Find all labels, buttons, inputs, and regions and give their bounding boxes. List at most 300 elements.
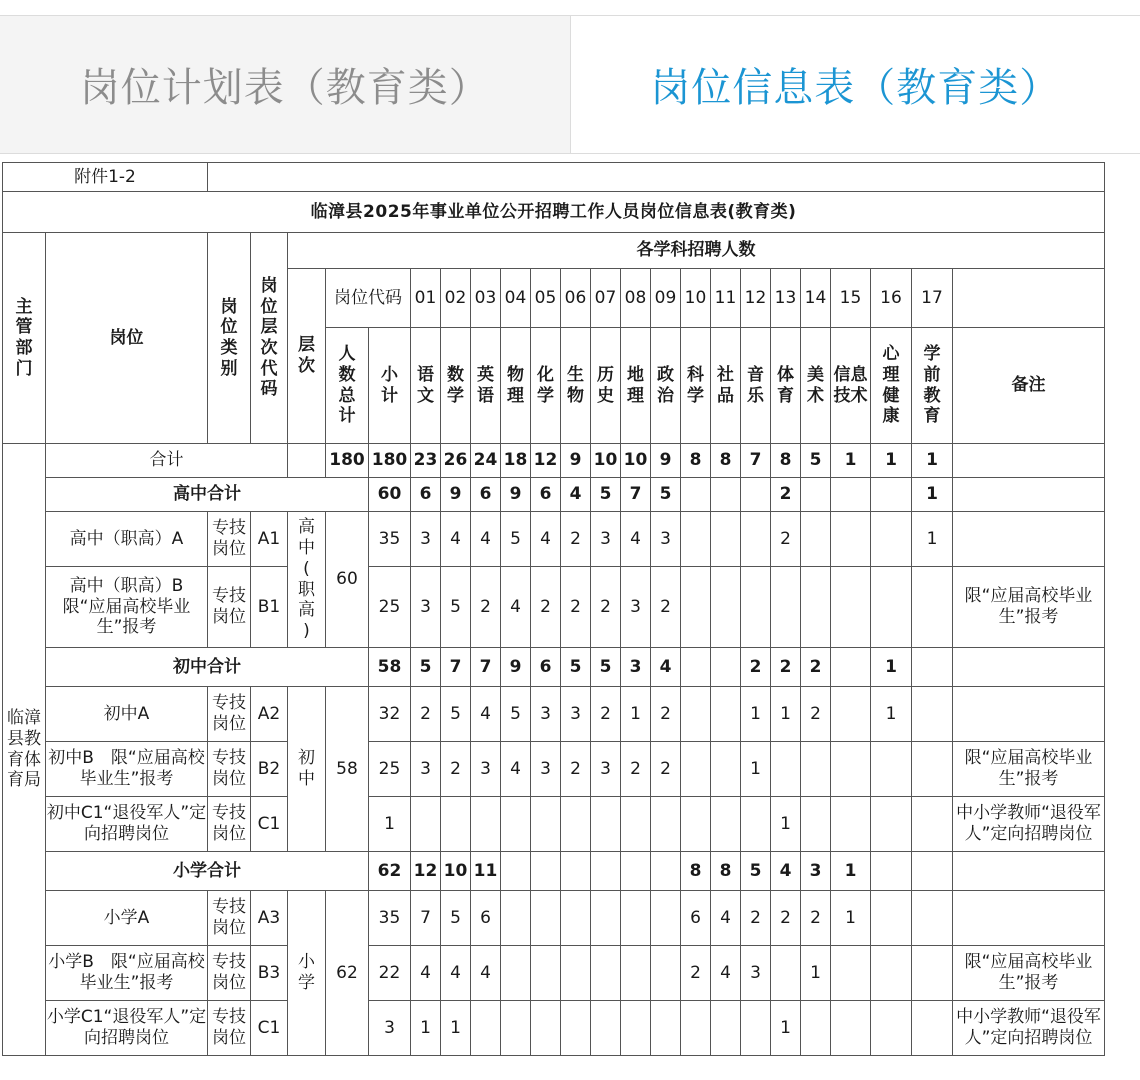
total-subject-count: 10 [591,444,621,478]
subject-count: 2 [411,687,441,742]
subject-count [681,567,711,648]
subject-count [621,797,651,852]
subject-count [471,797,501,852]
header-post-code: 岗位代码 [326,269,411,328]
table-row [3,444,1105,478]
subject-count [711,1001,741,1056]
subject-count [651,797,681,852]
post-code: C1 [251,1001,288,1056]
subject-code: 03 [471,269,501,328]
section-sum-count: 6 [531,478,561,512]
subject-code: 13 [771,269,801,328]
blank-cell [288,444,326,478]
level-total: 62 [326,891,369,1056]
subject-count [801,742,831,797]
section-sum-count: 4 [771,852,801,891]
subject-count [711,512,741,567]
subject-count: 4 [471,512,501,567]
section-sum-count: 7 [621,478,651,512]
subject-count: 2 [801,891,831,946]
subject-count: 1 [441,1001,471,1056]
total-subject-count: 7 [741,444,771,478]
subject-count: 3 [411,512,441,567]
table-row [3,512,1105,567]
section-sum-count [871,478,912,512]
section-sum-count [711,478,741,512]
subject-count: 3 [561,687,591,742]
subject-count: 4 [411,946,441,1001]
section-sum-count [681,478,711,512]
post-type: 专技 岗位 [208,567,251,648]
subject-name: 学 前 教 育 [912,328,953,444]
section-sum-label: 高中合计 [46,478,369,512]
section-sum-count: 5 [651,478,681,512]
row-subtotal: 25 [369,567,411,648]
subject-count [711,742,741,797]
subject-count [831,1001,871,1056]
spreadsheet [2,162,1105,1056]
subject-name: 信息技术 [831,328,871,444]
section-sum-count: 1 [912,478,953,512]
subject-count: 2 [651,742,681,797]
subject-count: 5 [441,567,471,648]
subject-count [741,797,771,852]
section-sum-count: 9 [501,648,531,687]
subject-count [771,946,801,1001]
table-row [3,891,1105,946]
section-sum-count: 1 [831,852,871,891]
tab-info-table[interactable]: 岗位信息表（教育类） [571,16,1140,153]
total-subject-count: 1 [831,444,871,478]
subject-count: 4 [441,512,471,567]
subject-count [561,891,591,946]
section-sum-count: 7 [441,648,471,687]
post-name: 小学C1“退役军人”定向招聘岗位 [46,1001,208,1056]
table-row [3,192,1105,233]
subject-count [801,1001,831,1056]
table-row [3,478,1105,512]
table-row [3,1001,1105,1056]
subject-count [741,1001,771,1056]
section-sum-subtotal: 58 [369,648,411,687]
subject-count: 1 [741,742,771,797]
header-level-code: 岗 位 层 次 代 码 [251,233,288,444]
post-name: 小学B 限“应届高校毕业生”报考 [46,946,208,1001]
subject-code: 10 [681,269,711,328]
total-subject-count: 24 [471,444,501,478]
subject-count [871,567,912,648]
subject-count: 1 [411,1001,441,1056]
total-subject-count: 23 [411,444,441,478]
post-code: A3 [251,891,288,946]
section-sum-count: 5 [741,852,771,891]
section-sum-count: 5 [591,478,621,512]
row-note: 限“应届高校毕业生”报考 [953,742,1105,797]
subject-count [471,1001,501,1056]
subject-count [501,946,531,1001]
header-subjects-group: 各学科招聘人数 [288,233,1105,269]
table-row [3,797,1105,852]
total-subject-count: 8 [681,444,711,478]
subject-count [912,797,953,852]
subject-code: 14 [801,269,831,328]
subject-code: 11 [711,269,741,328]
subject-count [711,687,741,742]
section-sum-count: 3 [621,648,651,687]
subject-count [501,1001,531,1056]
post-name: 小学A [46,891,208,946]
section-sum-count: 4 [651,648,681,687]
subject-count: 3 [531,687,561,742]
row-subtotal: 25 [369,742,411,797]
section-sum-count [912,852,953,891]
subject-name: 英 语 [471,328,501,444]
subject-count [681,742,711,797]
post-type: 专技 岗位 [208,742,251,797]
table-row [3,852,1105,891]
total-subject-count: 1 [871,444,912,478]
total-subject-count: 12 [531,444,561,478]
section-sum-count [681,648,711,687]
post-type: 专技 岗位 [208,891,251,946]
post-name: 高中（职高）A [46,512,208,567]
subject-count: 2 [471,567,501,648]
post-name: 初中C1“退役军人”定向招聘岗位 [46,797,208,852]
level-total: 58 [326,687,369,852]
subject-count: 5 [441,687,471,742]
row-note [953,687,1105,742]
post-code: B1 [251,567,288,648]
subject-code: 06 [561,269,591,328]
blank-cell [953,478,1105,512]
section-sum-count [531,852,561,891]
sheet-title: 临漳县2025年事业单位公开招聘工作人员岗位信息表(教育类) [3,192,1105,233]
subject-count [711,567,741,648]
subject-count: 4 [711,946,741,1001]
header-remarks: 备注 [953,328,1105,444]
total-subject-count: 26 [441,444,471,478]
blank-cell [953,444,1105,478]
total-subject-count: 18 [501,444,531,478]
subject-count: 4 [471,687,501,742]
subject-name: 音 乐 [741,328,771,444]
row-note [953,891,1105,946]
level-name: 高 中 ( 职 高 ) [288,512,326,648]
subject-count: 7 [411,891,441,946]
subject-count [912,742,953,797]
subject-count [411,797,441,852]
subject-count [871,1001,912,1056]
subject-count: 4 [621,512,651,567]
subject-count: 3 [651,512,681,567]
subject-count [681,797,711,852]
post-type: 专技 岗位 [208,797,251,852]
subject-name: 美 术 [801,328,831,444]
subject-count: 1 [912,512,953,567]
post-code: A2 [251,687,288,742]
post-code: A1 [251,512,288,567]
subject-count [771,567,801,648]
subject-code: 16 [871,269,912,328]
subject-name: 心 理 健 康 [871,328,912,444]
subject-count: 1 [741,687,771,742]
subject-count: 5 [501,687,531,742]
row-note [953,512,1105,567]
subject-count: 4 [531,512,561,567]
subject-count [591,891,621,946]
subject-count: 3 [621,567,651,648]
subject-code: 05 [531,269,561,328]
section-sum-count: 7 [471,648,501,687]
subject-name: 社 品 [711,328,741,444]
subject-count: 1 [801,946,831,1001]
section-sum-label: 初中合计 [46,648,369,687]
subject-count: 3 [471,742,501,797]
subject-count [912,687,953,742]
row-note: 限“应届高校毕业生”报考 [953,946,1105,1001]
attachment-label: 附件1-2 [3,163,208,192]
total-subject-count: 8 [711,444,741,478]
recruitment-table [2,162,1105,1056]
row-subtotal: 22 [369,946,411,1001]
post-name: 初中B 限“应届高校毕业生”报考 [46,742,208,797]
post-code: C1 [251,797,288,852]
row-subtotal: 3 [369,1001,411,1056]
section-sum-count: 5 [561,648,591,687]
subject-count [831,687,871,742]
row-subtotal: 35 [369,891,411,946]
total-subject-count: 9 [561,444,591,478]
subject-name: 政 治 [651,328,681,444]
subject-count [831,512,871,567]
subject-count: 2 [681,946,711,1001]
section-sum-count: 2 [771,648,801,687]
subject-count [561,946,591,1001]
blank-cell [953,852,1105,891]
subject-count: 2 [771,512,801,567]
total-people: 180 [326,444,369,478]
subject-count [741,512,771,567]
subject-count [801,797,831,852]
header-total-people: 人 数 总 计 [326,328,369,444]
subject-name: 科 学 [681,328,711,444]
row-note: 限“应届高校毕业生”报考 [953,567,1105,648]
subject-count: 4 [471,946,501,1001]
tab-plan-table[interactable]: 岗位计划表（教育类） [0,16,571,153]
subject-name: 化 学 [531,328,561,444]
section-sum-count: 12 [411,852,441,891]
header-subtotal: 小 计 [369,328,411,444]
subject-count [831,567,871,648]
subject-count [831,946,871,1001]
post-type: 专技 岗位 [208,1001,251,1056]
total-subject-count: 10 [621,444,651,478]
subject-count: 1 [831,891,871,946]
subject-count [681,512,711,567]
subject-count: 2 [561,742,591,797]
subject-count [651,946,681,1001]
total-label: 合计 [46,444,288,478]
subject-name: 物 理 [501,328,531,444]
subject-count: 6 [681,891,711,946]
subject-count: 3 [531,742,561,797]
subject-count: 2 [591,687,621,742]
section-sum-count: 6 [471,478,501,512]
subject-count: 3 [591,512,621,567]
subject-count [801,512,831,567]
section-sum-subtotal: 62 [369,852,411,891]
subject-count [621,891,651,946]
subject-count [681,1001,711,1056]
subject-count [801,567,831,648]
subject-name: 生 物 [561,328,591,444]
subject-count [591,797,621,852]
section-sum-count: 9 [501,478,531,512]
section-sum-count: 2 [801,648,831,687]
subject-count: 1 [771,1001,801,1056]
section-sum-subtotal: 60 [369,478,411,512]
subject-count: 5 [441,891,471,946]
post-type: 专技 岗位 [208,687,251,742]
subject-count [591,946,621,1001]
section-sum-count: 3 [801,852,831,891]
subject-count: 4 [501,742,531,797]
section-sum-count: 6 [531,648,561,687]
subject-count [831,742,871,797]
subject-count: 3 [411,567,441,648]
subject-count [912,1001,953,1056]
subject-count: 4 [501,567,531,648]
section-sum-count: 4 [561,478,591,512]
subject-count: 2 [651,687,681,742]
subject-name: 体 育 [771,328,801,444]
row-subtotal: 32 [369,687,411,742]
subject-count [871,891,912,946]
subject-count [651,1001,681,1056]
level-total: 60 [326,512,369,648]
subject-count [531,946,561,1001]
subject-count [621,1001,651,1056]
section-sum-count [591,852,621,891]
subject-code: 04 [501,269,531,328]
total-subject-count: 9 [651,444,681,478]
subject-count: 1 [871,687,912,742]
table-row [3,648,1105,687]
subject-count: 6 [471,891,501,946]
subject-code: 08 [621,269,651,328]
subject-count [621,946,651,1001]
subject-count [711,797,741,852]
subject-count: 2 [561,567,591,648]
subject-count: 1 [771,797,801,852]
section-sum-count: 2 [741,648,771,687]
table-row [3,742,1105,797]
header-dept: 主 管 部 门 [3,233,46,444]
subject-count: 4 [711,891,741,946]
section-sum-count: 8 [681,852,711,891]
header-level: 层 次 [288,269,326,444]
subject-count [912,946,953,1001]
section-sum-label: 小学合计 [46,852,369,891]
subject-count [501,797,531,852]
subject-name: 历 史 [591,328,621,444]
post-name: 高中（职高）B 限“应届高校毕业生”报考 [46,567,208,648]
section-sum-count [831,648,871,687]
subject-count [871,512,912,567]
header-post-type: 岗 位 类 别 [208,233,251,444]
section-sum-count: 11 [471,852,501,891]
section-sum-count [801,478,831,512]
subject-name: 语 文 [411,328,441,444]
section-sum-count [561,852,591,891]
subject-name: 数 学 [441,328,471,444]
subject-count: 2 [561,512,591,567]
post-name: 初中A [46,687,208,742]
subject-code: 12 [741,269,771,328]
section-sum-count: 2 [771,478,801,512]
section-sum-count: 5 [591,648,621,687]
blank-cell [953,648,1105,687]
tab-bar [0,15,1140,154]
subject-count [831,797,871,852]
subject-code: 17 [912,269,953,328]
subject-code: 02 [441,269,471,328]
subject-count [871,797,912,852]
subject-count: 5 [501,512,531,567]
section-sum-count [621,852,651,891]
subject-code: 01 [411,269,441,328]
row-subtotal: 1 [369,797,411,852]
subject-count [561,797,591,852]
subject-count [531,797,561,852]
subject-count [591,1001,621,1056]
total-subject-count: 5 [801,444,831,478]
subject-count: 1 [621,687,651,742]
level-name: 初 中 [288,687,326,852]
subject-count [531,1001,561,1056]
subject-count [871,946,912,1001]
post-code: B3 [251,946,288,1001]
post-type: 专技 岗位 [208,946,251,1001]
section-sum-count [501,852,531,891]
subject-count: 2 [741,891,771,946]
post-type: 专技 岗位 [208,512,251,567]
subject-count [651,891,681,946]
subject-count: 1 [771,687,801,742]
subject-count [912,891,953,946]
section-sum-count: 8 [711,852,741,891]
table-row [3,687,1105,742]
header-post: 岗位 [46,233,208,444]
subject-count [501,891,531,946]
table-row [3,233,1105,269]
section-sum-count: 10 [441,852,471,891]
subject-code: 07 [591,269,621,328]
subject-count: 2 [591,567,621,648]
subject-count: 2 [441,742,471,797]
table-row [3,163,1105,192]
subject-count: 3 [741,946,771,1001]
blank-cell [208,163,1105,192]
subject-count: 4 [441,946,471,1001]
subject-code: 15 [831,269,871,328]
table-row [3,567,1105,648]
subject-count [681,687,711,742]
subject-count: 3 [411,742,441,797]
section-sum-count [711,648,741,687]
total-subject-count: 8 [771,444,801,478]
section-sum-count [912,648,953,687]
